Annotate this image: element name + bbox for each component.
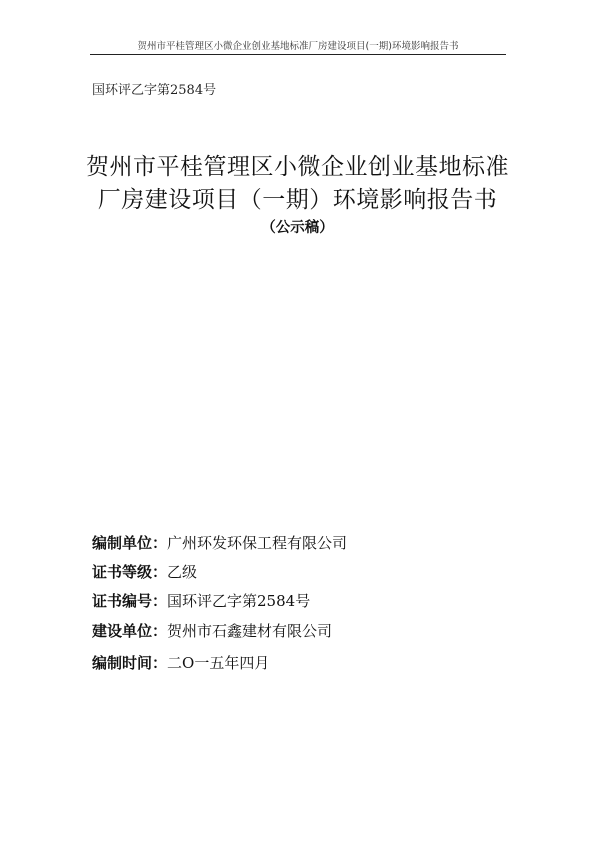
info-row-developer: [92, 620, 332, 641]
report-title-line-1: 贺州市平桂管理区小微企业创业基地标准: [86, 154, 509, 180]
info-row-compile-date: [92, 652, 269, 673]
report-subtitle: （公示稿）: [261, 220, 334, 236]
running-header: 贺州市平桂管理区小微企业创业基地标准厂房建设项目(一期)环境影响报告书: [137, 41, 459, 52]
document-number: 国环评乙字第2584号: [92, 83, 217, 98]
info-value: 国环评乙字第2584号: [167, 592, 311, 610]
info-label: 证书编号：: [92, 592, 168, 610]
info-label: 编制时间：: [92, 654, 168, 672]
info-value: 二O一五年四月: [167, 654, 270, 672]
info-label: 编制单位：: [92, 534, 168, 552]
info-label: 建设单位：: [92, 622, 168, 640]
info-label: 证书等级：: [92, 563, 168, 581]
info-value: 乙级: [167, 563, 198, 581]
info-row-compiler: [92, 532, 347, 553]
report-title-line-2: 厂房建设项目（一期）环境影响报告书: [97, 187, 498, 213]
header-rule: [90, 54, 506, 55]
info-row-certificate-grade: [92, 561, 197, 582]
info-row-certificate-number: [92, 590, 310, 611]
info-value: 广州环发环保工程有限公司: [167, 534, 348, 552]
info-value: 贺州市石鑫建材有限公司: [167, 622, 333, 640]
